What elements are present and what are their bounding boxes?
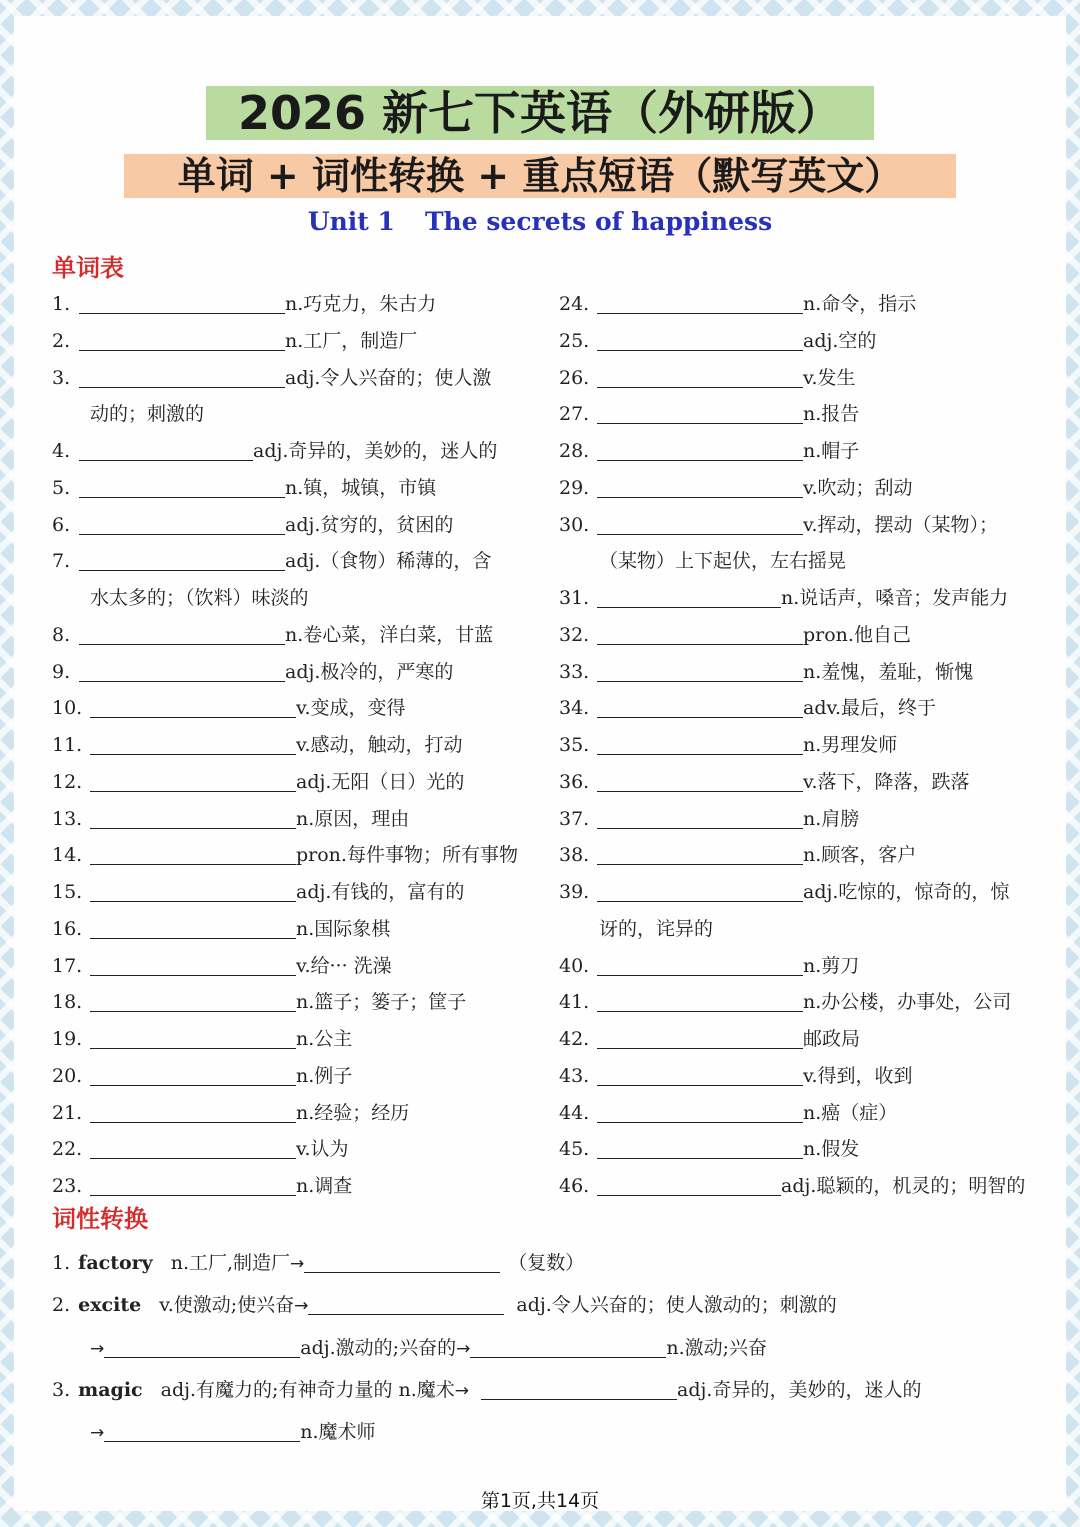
- answer-blank[interactable]: [90, 1100, 296, 1123]
- vocab-number: 46.: [559, 1175, 590, 1197]
- vocab-definition: v.吹动；刮动: [803, 476, 913, 499]
- vocab-definition: n.说话声，嗓音；发声能力: [781, 587, 1009, 609]
- vocab-item: [52, 1095, 409, 1132]
- vocab-number: 30.: [559, 513, 590, 536]
- unit-name: The secrets of happiness: [424, 207, 773, 236]
- vocab-item: [52, 874, 464, 911]
- conversion-form-b: n.激动;兴奋: [666, 1337, 768, 1359]
- answer-blank[interactable]: [597, 1100, 803, 1123]
- arrow-icon: →: [456, 1339, 471, 1359]
- answer-blank[interactable]: [90, 769, 296, 792]
- vocab-definition: n.办公楼，办事处，公司: [803, 991, 1012, 1014]
- vocab-number: 34.: [559, 697, 590, 720]
- vocab-number: 18.: [52, 991, 83, 1014]
- arrow-icon: →: [90, 1339, 105, 1359]
- answer-blank[interactable]: [481, 1377, 677, 1400]
- answer-blank[interactable]: [597, 1136, 803, 1159]
- answer-blank[interactable]: [597, 879, 803, 902]
- vocab-definition: adj.奇异的，美妙的，迷人的: [253, 440, 498, 462]
- answer-blank[interactable]: [597, 438, 803, 461]
- conversion-form-a: n.魔术师: [300, 1421, 376, 1443]
- vocab-definition: n.工厂，制造厂: [285, 329, 418, 352]
- vocab-number: 45.: [559, 1138, 590, 1161]
- page-subtitle: 单词 + 词性转换 + 重点短语（默写英文）: [124, 154, 956, 198]
- answer-blank[interactable]: [597, 1173, 781, 1196]
- answer-blank[interactable]: [597, 585, 781, 608]
- vocab-definition: adj.聪颖的，机灵的；明智的: [781, 1175, 1026, 1197]
- vocab-item: [559, 727, 897, 764]
- unit-label: Unit 1: [307, 207, 395, 236]
- page-footer: 第1页,共14页: [480, 1490, 600, 1512]
- vocab-item: [559, 396, 859, 433]
- vocab-item: [52, 323, 417, 360]
- arrow-icon: →: [290, 1254, 305, 1274]
- answer-blank[interactable]: [597, 769, 803, 792]
- answer-blank[interactable]: [79, 438, 253, 461]
- answer-blank[interactable]: [79, 659, 285, 682]
- vocab-item: [52, 911, 390, 948]
- vocab-definition-continued: （某物）上下起伏，左右摇晃: [599, 550, 847, 573]
- answer-blank[interactable]: [597, 1026, 803, 1049]
- vocab-item: [52, 617, 493, 654]
- vocab-item: [559, 580, 1008, 617]
- answer-blank[interactable]: [597, 365, 803, 388]
- answer-blank[interactable]: [90, 842, 296, 865]
- answer-blank[interactable]: [597, 512, 803, 535]
- conversion-suffix: （复数）: [508, 1252, 585, 1274]
- answer-blank[interactable]: [79, 548, 285, 571]
- vocab-number: 37.: [559, 807, 590, 830]
- vocab-number: 35.: [559, 734, 590, 756]
- vocab-definition: v.感动，触动，打动: [296, 734, 463, 756]
- vocab-item: [52, 433, 497, 470]
- vocab-number: 43.: [559, 1064, 590, 1087]
- vocab-definition: n.原因，理由: [296, 807, 410, 830]
- arrow-icon: →: [90, 1423, 105, 1443]
- vocab-number: 32.: [559, 623, 590, 646]
- vocab-section-heading: 单词表: [52, 254, 124, 282]
- vocab-number: 20.: [52, 1064, 83, 1087]
- answer-blank[interactable]: [90, 1063, 296, 1086]
- answer-blank[interactable]: [90, 732, 296, 755]
- vocab-number: 7.: [52, 550, 71, 573]
- vocab-number: 8.: [52, 623, 71, 646]
- vocab-item: [52, 543, 491, 580]
- vocab-number: 31.: [559, 587, 590, 609]
- vocab-number: 39.: [559, 881, 590, 903]
- vocab-number: 15.: [52, 881, 83, 903]
- conversion-word: factory: [78, 1252, 153, 1274]
- vocab-definition: adj.无阳（日）光的: [296, 770, 465, 793]
- conversion-suffix: adj.奇异的，美妙的，迷人的: [677, 1379, 922, 1401]
- vocab-number: 33.: [559, 660, 590, 683]
- answer-blank[interactable]: [304, 1250, 500, 1273]
- vocab-number: 12.: [52, 770, 83, 793]
- vocab-item: [52, 1021, 352, 1058]
- conversion-base: n.工厂,制造厂: [170, 1252, 291, 1274]
- vocab-definition: n.镇，城镇，市镇: [285, 476, 437, 499]
- conversion-section-heading: 词性转换: [52, 1205, 148, 1233]
- vocab-number: 11.: [52, 734, 83, 756]
- conversion-num: 3.: [52, 1379, 71, 1401]
- answer-blank[interactable]: [104, 1419, 300, 1442]
- vocab-number: 38.: [559, 844, 590, 867]
- unit-heading: [0, 204, 1080, 240]
- vocab-number: 28.: [559, 440, 590, 462]
- conversion-num: 2.: [52, 1294, 71, 1316]
- vocab-number: 23.: [52, 1175, 83, 1197]
- vocab-definition: n.篮子；篓子；筐子: [296, 991, 467, 1014]
- conversion-item-1: [52, 1242, 584, 1284]
- answer-blank[interactable]: [79, 622, 285, 645]
- answer-blank[interactable]: [90, 1173, 296, 1196]
- answer-blank[interactable]: [597, 842, 803, 865]
- answer-blank[interactable]: [79, 291, 285, 314]
- vocab-item: [559, 433, 859, 470]
- vocab-item: [559, 470, 913, 507]
- vocab-number: 9.: [52, 660, 71, 683]
- vocab-definition: adj.令人兴奋的；使人激: [285, 366, 492, 389]
- vocab-number: 2.: [52, 329, 71, 352]
- vocab-item: [559, 801, 859, 838]
- vocab-number: 4.: [52, 440, 71, 462]
- vocab-item: [559, 1021, 860, 1058]
- vocab-item: [559, 286, 916, 323]
- vocab-item: [52, 1058, 352, 1095]
- vocab-item: [559, 360, 856, 397]
- vocab-number: 6.: [52, 513, 71, 536]
- vocab-definition: n.肩膀: [803, 807, 860, 830]
- vocab-definition: adj.吃惊的，惊奇的，惊: [803, 881, 1010, 903]
- conversion-suffix: adj.令人兴奋的；使人激动的；刺激的: [516, 1294, 837, 1316]
- answer-blank[interactable]: [79, 328, 285, 351]
- vocab-number: 41.: [559, 991, 590, 1014]
- answer-blank[interactable]: [597, 475, 803, 498]
- vocab-definition: n.男理发师: [803, 734, 898, 756]
- vocab-item: [559, 764, 970, 801]
- vocab-item: [52, 948, 392, 985]
- vocab-number: 10.: [52, 697, 83, 720]
- vocab-number: 24.: [559, 293, 590, 315]
- page-title: 2026 新七下英语（外研版）: [206, 86, 874, 140]
- vocab-definition: n.调查: [296, 1175, 353, 1197]
- vocab-definition: n.癌（症）: [803, 1101, 898, 1124]
- vocab-definition: v.变成，变得: [296, 697, 406, 720]
- answer-blank[interactable]: [597, 806, 803, 829]
- vocab-number: 26.: [559, 366, 590, 389]
- vocab-definition: adj.贫穷的，贫困的: [285, 513, 454, 536]
- vocab-number: 17.: [52, 954, 83, 977]
- vocab-definition: n.剪刀: [803, 954, 860, 977]
- answer-blank[interactable]: [79, 512, 285, 535]
- answer-blank[interactable]: [597, 989, 803, 1012]
- vocab-item: [52, 727, 463, 764]
- vocab-definition-continued: 水太多的；（饮料）味淡的: [90, 587, 309, 609]
- vocab-number: 22.: [52, 1138, 83, 1161]
- answer-blank[interactable]: [90, 989, 296, 1012]
- conversion-item-2-line2: [90, 1327, 767, 1369]
- vocab-definition: n.国际象棋: [296, 917, 391, 940]
- vocab-number: 19.: [52, 1028, 83, 1050]
- vocab-definition: adj.（食物）稀薄的，含: [285, 550, 492, 573]
- answer-blank[interactable]: [79, 365, 285, 388]
- vocab-definition: n.命令，指示: [803, 293, 917, 315]
- vocab-definition: v.得到，收到: [803, 1064, 913, 1087]
- vocab-number: 21.: [52, 1101, 83, 1124]
- vocab-definition: v.认为: [296, 1138, 349, 1161]
- vocab-item: [52, 1131, 349, 1168]
- vocab-item: [559, 323, 876, 360]
- vocab-definition: n.羞愧，羞耻，惭愧: [803, 660, 974, 683]
- vocab-number: 16.: [52, 917, 83, 940]
- conversion-form-a: adj.激动的;兴奋的: [300, 1337, 457, 1359]
- answer-blank[interactable]: [90, 953, 296, 976]
- answer-blank[interactable]: [90, 916, 296, 939]
- vocab-definition: n.假发: [803, 1138, 860, 1161]
- vocab-definition: v.挥动，摆动（某物）；: [803, 513, 999, 536]
- vocab-number: 3.: [52, 366, 71, 389]
- vocab-item: [559, 984, 1011, 1021]
- vocab-item: [52, 837, 518, 874]
- vocab-definition: n.例子: [296, 1064, 353, 1087]
- vocab-number: 1.: [52, 293, 71, 315]
- answer-blank[interactable]: [90, 806, 296, 829]
- vocab-definition: n.经验；经历: [296, 1101, 410, 1124]
- answer-blank[interactable]: [597, 659, 803, 682]
- vocab-number: 40.: [559, 954, 590, 977]
- answer-blank[interactable]: [597, 401, 803, 424]
- arrow-icon: →: [294, 1296, 309, 1316]
- vocab-definition: n.报告: [803, 403, 860, 426]
- vocab-item: [559, 874, 1009, 911]
- vocab-item: [559, 948, 859, 985]
- vocab-item: [52, 801, 409, 838]
- answer-blank[interactable]: [470, 1335, 666, 1358]
- vocab-item: [559, 1058, 913, 1095]
- vocab-definition: 邮政局: [803, 1028, 861, 1050]
- conversion-base: v.使激动;使兴奋: [159, 1294, 295, 1316]
- vocab-item: [52, 654, 453, 691]
- conversion-base: adj.有魔力的;有神奇力量的 n.魔术: [160, 1379, 455, 1401]
- vocab-item: [559, 837, 916, 874]
- answer-blank[interactable]: [90, 695, 296, 718]
- vocab-definition: n.顾客，客户: [803, 844, 917, 867]
- vocab-definition: pron.他自己: [803, 623, 911, 646]
- vocab-item: [559, 507, 998, 544]
- vocab-item: [52, 470, 436, 507]
- answer-blank[interactable]: [90, 1026, 296, 1049]
- vocab-item: [52, 286, 436, 323]
- vocab-number: 27.: [559, 403, 590, 426]
- vocab-definition-continued: 动的；刺激的: [90, 403, 205, 426]
- answer-blank[interactable]: [597, 328, 803, 351]
- answer-blank[interactable]: [90, 879, 296, 902]
- answer-blank[interactable]: [90, 1136, 296, 1159]
- vocab-item: [52, 360, 491, 397]
- conversion-num: 1.: [52, 1252, 71, 1274]
- conversion-item-2: [52, 1284, 837, 1326]
- answer-blank[interactable]: [597, 732, 803, 755]
- vocab-definition: n.公主: [296, 1028, 353, 1050]
- vocab-definition: adj.空的: [803, 329, 877, 352]
- vocab-number: 25.: [559, 329, 590, 352]
- vocab-item: [52, 984, 466, 1021]
- vocab-definition: adj.极冷的，严寒的: [285, 660, 454, 683]
- vocab-item: [559, 1131, 859, 1168]
- vocab-definition: adj.有钱的，富有的: [296, 881, 465, 903]
- vocab-item: [52, 507, 453, 544]
- vocab-item: [559, 617, 911, 654]
- answer-blank[interactable]: [597, 291, 803, 314]
- vocab-item: [559, 1168, 1025, 1205]
- vocab-definition-continued: 讶的，诧异的: [599, 917, 714, 940]
- vocab-definition: n.帽子: [803, 440, 860, 462]
- vocab-definition: n.巧克力，朱古力: [285, 293, 437, 315]
- conversion-word: excite: [78, 1294, 142, 1316]
- vocab-definition: n.卷心菜，洋白菜，甘蓝: [285, 623, 494, 646]
- vocab-number: 13.: [52, 807, 83, 830]
- vocab-item: [559, 1095, 897, 1132]
- answer-blank[interactable]: [597, 1063, 803, 1086]
- vocab-item: [559, 654, 973, 691]
- conversion-word: magic: [78, 1379, 143, 1401]
- arrow-icon: →: [454, 1381, 470, 1401]
- answer-blank[interactable]: [79, 475, 285, 498]
- vocab-item: [559, 690, 936, 727]
- answer-blank[interactable]: [597, 622, 803, 645]
- vocab-number: 42.: [559, 1028, 590, 1050]
- vocab-definition: v.发生: [803, 366, 856, 389]
- vocab-number: 36.: [559, 770, 590, 793]
- vocab-item: [52, 690, 406, 727]
- answer-blank[interactable]: [597, 953, 803, 976]
- conversion-item-3-line2: [90, 1411, 376, 1453]
- vocab-item: [52, 764, 464, 801]
- conversion-item-3: [52, 1369, 921, 1411]
- vocab-number: 44.: [559, 1101, 590, 1124]
- vocab-definition: v.给··· 洗澡: [296, 954, 392, 977]
- answer-blank[interactable]: [104, 1335, 300, 1358]
- vocab-number: 14.: [52, 844, 83, 867]
- vocab-definition: adv.最后，终于: [803, 697, 937, 720]
- vocab-number: 5.: [52, 476, 71, 499]
- answer-blank[interactable]: [597, 695, 803, 718]
- vocab-definition: pron.每件事物；所有事物: [296, 844, 518, 867]
- vocab-number: 29.: [559, 476, 590, 499]
- vocab-definition: v.落下，降落，跌落: [803, 770, 970, 793]
- answer-blank[interactable]: [308, 1292, 504, 1315]
